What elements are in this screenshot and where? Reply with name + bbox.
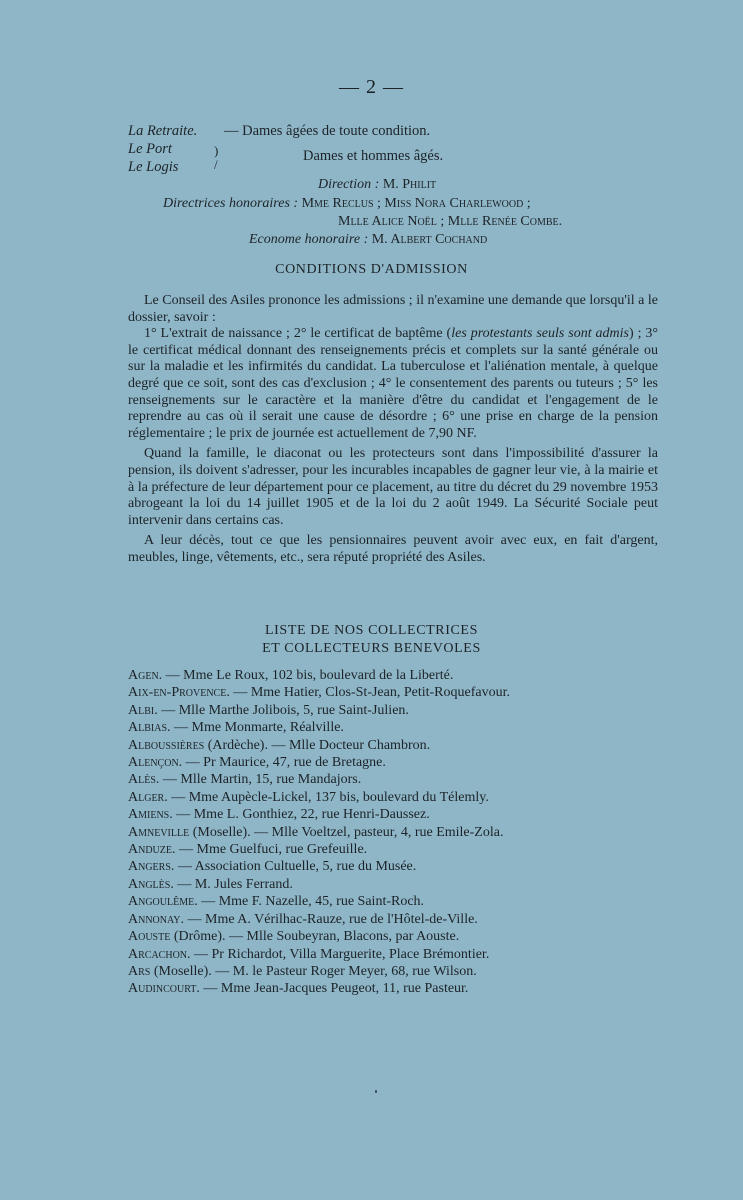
directrices-line2: Mlle Alice Noël ; Mlle Renée Combe.	[338, 214, 563, 229]
list-item: Alès. — Mlle Martin, 15, rue Mandajors.	[128, 772, 362, 788]
list-item: Aouste (Drôme). — Mlle Soubeyran, Blacons, par Aouste.	[128, 929, 460, 945]
conditions-p3: Quand la famille, le diaconat ou les protecteurs sont dans l'impossibilité d'assurer la pension, ils doivent s'adresser, pour les incurables incapables de gagner leur vie, à la mairie et à la préfecture de leur département pour ce placement, au titre du décret du 29 novembre 1953 abrogeant la loi du 14 juillet 1905 et de la loi du 2 août 1949. La Sécurité Sociale peut intervenir dans certains cas.	[128, 446, 658, 528]
list-item: Amneville (Moselle). — Mlle Voeltzel, pasteur, 4, rue Emile-Zola.	[128, 824, 504, 840]
house-retraite	[128, 122, 648, 140]
list-item: Anduze. — Mme Guelfuci, rue Grefeuille.	[128, 842, 368, 858]
list-item: Aix-en-Provence. — Mme Hatier, Clos-St-Jean, Petit-Roquefavour.	[128, 685, 510, 701]
list-item: Alger. — Mme Aupècle-Lickel, 137 bis, boulevard du Télemly.	[128, 789, 489, 805]
conditions-p4: A leur décès, tout ce que les pensionnaires peuvent avoir avec eux, en fait d'argent, meubles, linge, vêtements, etc., sera réputé propriété des Asiles.	[128, 533, 658, 565]
direction-line	[318, 176, 436, 194]
directrices-line2-row	[338, 213, 562, 231]
list-item: Amiens. — Mme L. Gonthiez, 22, rue Henri-Daussez.	[128, 807, 430, 823]
collectors-list	[128, 667, 658, 998]
directrices-label: Directrices honoraires :	[163, 196, 299, 211]
econome-value: M. Albert Cochand	[371, 232, 488, 247]
list-item: Angoulême. — Mme F. Nazelle, 45, rue Saint-Roch.	[128, 894, 425, 910]
house-name: Le Logis	[128, 159, 179, 175]
list-item: Agen. — Mme Le Roux, 102 bis, boulevard de la Liberté.	[128, 668, 454, 683]
list-item: Alboussières (Ardèche). — Mlle Docteur Chambron.	[128, 737, 431, 753]
conditions-p2: 1° L'extrait de naissance ; 2° le certificat de baptême (les protestants seuls sont admis) ; 3° le certificat médical donnant des renseignements précis et complets sur la santé générale ou sur la maladie et les infirmités du candidat. La tuberculose et l'aliénation mentale, à quelque degré que ce soit, sont des cas d'exclusion ; 4° le consentement des parents ou tuteurs ; 5° les renseignements sur le caractère et la manière d'être du candidat et l'engagement de le reprendre au cas où il serait une cause de désordre ; 6° une prise en charge de la pension réglementaire ; le prix de journée est actuellement de 7,90 NF.	[128, 326, 658, 441]
list-heading-1: LISTE DE NOS COLLECTRICES	[265, 623, 478, 638]
directrices-line	[163, 195, 531, 213]
list-item: Anglès. — M. Jules Ferrand.	[128, 876, 293, 892]
conditions-text	[128, 293, 658, 567]
list-item: Audincourt. — Mme Jean-Jacques Peugeot, 11, rue Pasteur.	[128, 981, 469, 997]
conditions-p1: Le Conseil des Asiles prononce les admissions ; il n'examine une demande que lorsqu'il a le dossier, savoir :	[128, 293, 658, 325]
list-item: Albias. — Mme Monmarte, Réalville.	[128, 720, 344, 736]
list-item: Albi. — Mlle Marthe Jolibois, 5, rue Saint-Julien.	[128, 702, 409, 718]
list-heading-2: ET COLLECTEURS BENEVOLES	[262, 641, 481, 656]
house-description: — Dames âgées de toute condition.	[224, 123, 431, 139]
brace-top: )	[214, 143, 219, 158]
houses-list	[128, 122, 648, 176]
direction-value: M. Philit	[382, 177, 437, 192]
directrices-line1: Mme Reclus ; Miss Nora Charlewood ;	[301, 196, 531, 211]
list-item: Ars (Moselle). — M. le Pasteur Roger Meyer, 68, rue Wilson.	[128, 963, 477, 979]
list-item: Angers. — Association Cultuelle, 5, rue du Musée.	[128, 859, 417, 875]
econome-label: Econome honoraire :	[249, 232, 369, 247]
house-description: Dames et hommes âgés.	[303, 148, 444, 164]
page-number: — 2 —	[339, 76, 404, 98]
paper-speck	[375, 1090, 377, 1093]
conditions-heading: CONDITIONS D'ADMISSION	[275, 262, 468, 277]
house-name: Le Port	[128, 141, 172, 157]
house-name: La Retraite.	[128, 123, 198, 139]
list-item: Annonay. — Mme A. Vérilhac-Rauze, rue de l'Hôtel-de-Ville.	[128, 911, 478, 927]
brace-bottom: /	[214, 157, 218, 172]
list-item: Alençon. — Pr Maurice, 47, rue de Bretagne.	[128, 755, 386, 771]
direction-label: Direction :	[318, 177, 380, 192]
list-item: Arcachon. — Pr Richardot, Villa Marguerite, Place Brémontier.	[128, 946, 490, 962]
econome-line	[249, 231, 487, 249]
